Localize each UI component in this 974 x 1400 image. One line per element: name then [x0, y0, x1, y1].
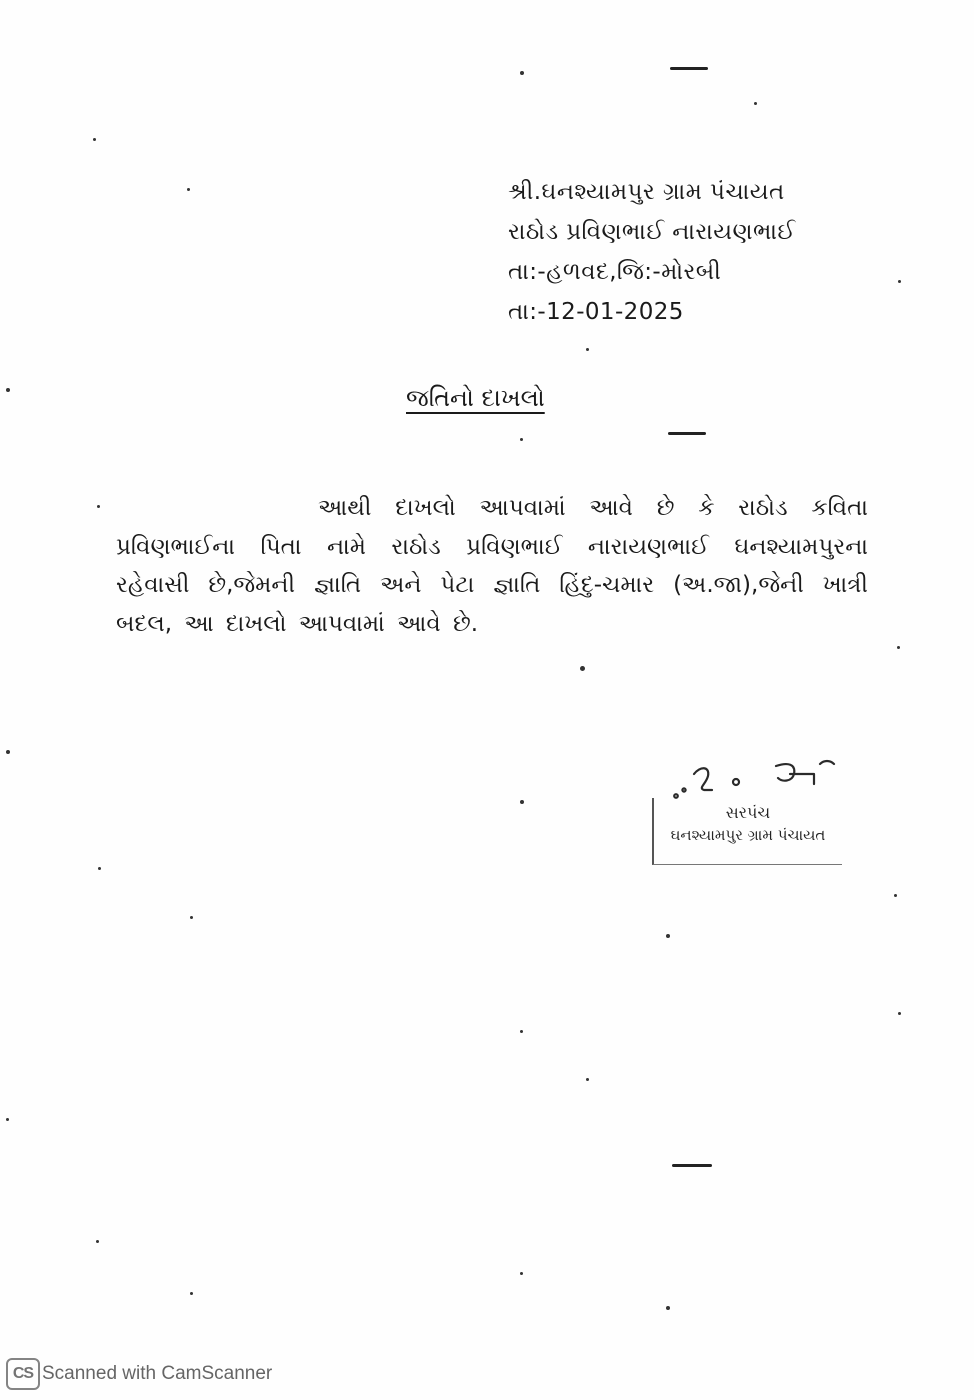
scan-speck [586, 1078, 589, 1081]
header-name: રાઠોડ પ્રવિણભાઈ નારાયણભાઈ [508, 219, 796, 245]
header-date: તા:-12-01-2025 [508, 299, 684, 325]
scan-mark [668, 432, 706, 435]
scan-speck [520, 71, 524, 75]
document-title: જતિનો દાખલો [406, 384, 545, 412]
header-block [508, 178, 928, 338]
camscanner-text: Scanned with CamScanner [42, 1363, 273, 1384]
camscanner-watermark [6, 1356, 272, 1392]
scan-speck [96, 1240, 99, 1243]
scan-speck [894, 894, 897, 897]
scan-speck [666, 934, 670, 938]
scan-speck [187, 188, 190, 191]
certificate-body: આથી દાખલો આપવામાં આવે છે કે રાઠોડ કવિતા પ્રવિણભાઈના પિતા નામે રાઠોડ પ્રવિણભાઈ નારાયણભાઈ ઘનશ્યામપુરના રહેવાસી છે,જેમની જ્ઞાતિ અને પેટા જ્ઞાતિ હિંદુ-ચમાર (અ.જા),જેની ખાત્રી બદલ, આ દાખલો આપવામાં આવે છે. [116, 495, 868, 637]
scan-speck [666, 1306, 670, 1310]
sarpanch-stamp [652, 798, 842, 865]
scan-speck [586, 348, 589, 351]
scan-speck [190, 916, 193, 919]
scan-speck [93, 138, 96, 141]
header-office: શ્રી.ઘનશ્યામપુર ગ્રામ પંચાયત [508, 179, 785, 205]
scan-speck [97, 505, 100, 508]
stamp-office: ઘનશ્યામપુર ગ્રામ પંચાયત [670, 826, 826, 844]
scan-speck [520, 438, 523, 441]
camscanner-logo-icon: CS [6, 1358, 40, 1390]
scan-speck [520, 800, 524, 804]
signature-scribble [664, 752, 848, 802]
scan-mark [670, 67, 708, 70]
scan-speck [520, 1030, 523, 1033]
scan-speck [754, 102, 757, 105]
scan-speck [6, 1118, 9, 1121]
header-location: તા:-હળવદ,જિ:-મોરબી [508, 259, 722, 285]
scan-speck [98, 867, 101, 870]
scan-speck [898, 280, 901, 283]
scan-speck [190, 1292, 193, 1295]
scan-speck [6, 750, 10, 754]
scan-speck [897, 646, 900, 649]
scan-speck [6, 388, 10, 392]
stamp-role: સરપંચ [725, 803, 771, 822]
scan-speck [580, 666, 585, 671]
scan-speck [520, 1272, 523, 1275]
scan-speck [898, 1012, 901, 1015]
scan-mark [672, 1164, 712, 1167]
